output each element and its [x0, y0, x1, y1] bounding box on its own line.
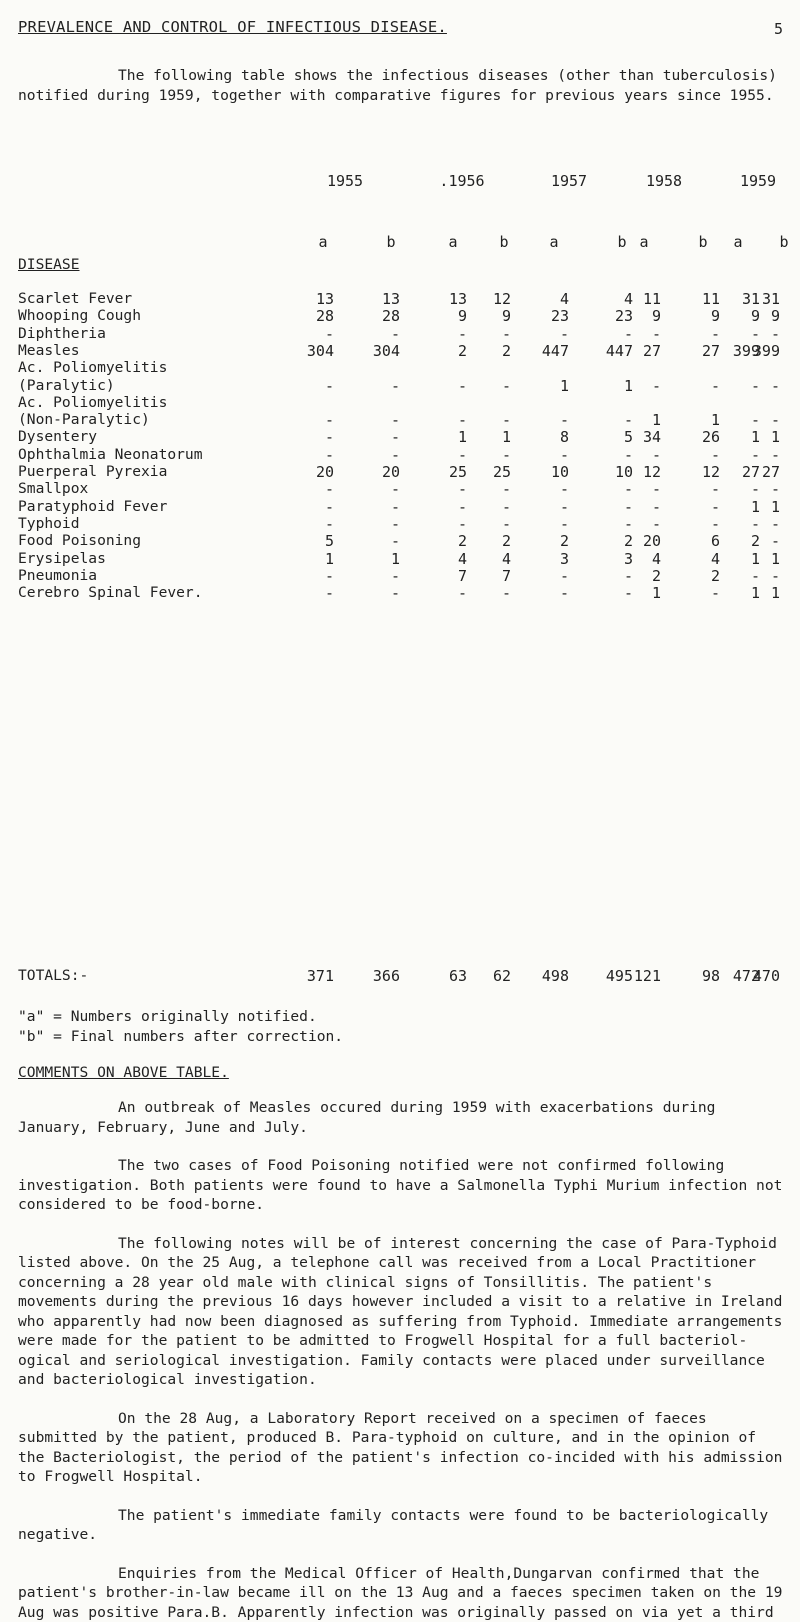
table-cell: -: [680, 515, 720, 533]
table-cell: 20: [294, 463, 334, 481]
table-cell: 5: [593, 428, 633, 446]
table-cell: -: [740, 480, 780, 498]
table-cell: -: [360, 532, 400, 550]
table-cell: -: [529, 515, 569, 533]
col-subheader: a: [443, 233, 463, 251]
table-cell: -: [680, 480, 720, 498]
table-cell: 1: [720, 550, 760, 568]
disease-name: Scarlet Fever: [18, 290, 132, 307]
disease-name: Ac. Poliomyelitis: [18, 359, 167, 376]
table-cell: 1: [740, 498, 780, 516]
total-cell: 98: [680, 967, 720, 985]
table-cell: -: [427, 411, 467, 429]
table-cell: -: [360, 515, 400, 533]
table-cell: -: [427, 446, 467, 464]
col-subheader: a: [544, 233, 564, 251]
table-cell: -: [593, 446, 633, 464]
disease-name: Smallpox: [18, 480, 88, 497]
total-cell: 470: [740, 967, 780, 985]
table-cell: 20: [360, 463, 400, 481]
table-cell: -: [294, 325, 334, 343]
table-cell: 2: [720, 532, 760, 550]
table-cell: -: [593, 411, 633, 429]
table-cell: 1: [680, 411, 720, 429]
disease-name: Cerebro Spinal Fever.: [18, 584, 203, 601]
table-cell: -: [360, 428, 400, 446]
table-cell: -: [621, 446, 661, 464]
intro-paragraph: [18, 66, 786, 105]
year-header: 1958: [632, 172, 696, 190]
comment-paragraph: Enquiries from the Medical Officer of Health,Dungarvan confirmed that the patient's brother-in-law became ill on the 13 Aug and a faeces specimen taken on the 19 Aug was positive Para.B. Apparently infection was originally passed on via yet a third: [18, 1564, 786, 1622]
table-cell: 1: [720, 584, 760, 602]
table-cell: 9: [427, 307, 467, 325]
table-cell: -: [360, 480, 400, 498]
table-cell: 23: [529, 307, 569, 325]
page-number: 5: [774, 20, 783, 38]
table-cell: 34: [621, 428, 661, 446]
table-cell: -: [720, 411, 760, 429]
table-cell: -: [360, 411, 400, 429]
table-cell: -: [740, 567, 780, 585]
table-cell: -: [593, 325, 633, 343]
table-cell: 27: [621, 342, 661, 360]
comments-section: [18, 1098, 786, 1622]
total-cell: 63: [427, 967, 467, 985]
table-cell: -: [529, 480, 569, 498]
table-cell: 13: [427, 290, 467, 308]
table-cell: 10: [593, 463, 633, 481]
comment-paragraph: The patient's immediate family contacts were found to be bacteriologically negative.: [18, 1506, 786, 1545]
table-cell: 9: [720, 307, 760, 325]
table-cell: 3: [593, 550, 633, 568]
table-cell: 4: [427, 550, 467, 568]
table-cell: -: [427, 498, 467, 516]
disease-name: Ac. Poliomyelitis: [18, 394, 167, 411]
table-cell: 447: [529, 342, 569, 360]
table-cell: 9: [740, 307, 780, 325]
table-cell: 5: [294, 532, 334, 550]
col-subheader: b: [612, 233, 632, 251]
table-cell: -: [740, 377, 780, 395]
year-header: .1956: [430, 172, 494, 190]
table-cell: 2: [680, 567, 720, 585]
table-cell: 1: [529, 377, 569, 395]
table-cell: -: [529, 411, 569, 429]
col-subheader: b: [381, 233, 401, 251]
table-cell: 28: [294, 307, 334, 325]
table-cell: -: [529, 446, 569, 464]
table-cell: -: [621, 515, 661, 533]
disease-name: Food Poisoning: [18, 532, 141, 549]
table-cell: 4: [471, 550, 511, 568]
table-cell: -: [680, 377, 720, 395]
table-cell: 1: [740, 428, 780, 446]
table-cell: -: [593, 584, 633, 602]
table-cell: 27: [720, 463, 760, 481]
table-cell: 8: [529, 428, 569, 446]
table-cell: 25: [427, 463, 467, 481]
table-cell: -: [471, 498, 511, 516]
table-cell: 11: [680, 290, 720, 308]
table-cell: 7: [471, 567, 511, 585]
table-cell: -: [294, 584, 334, 602]
table-cell: -: [471, 325, 511, 343]
table-cell: -: [720, 446, 760, 464]
disease-name: Typhoid: [18, 515, 80, 532]
table-cell: -: [294, 411, 334, 429]
table-cell: 27: [740, 463, 780, 481]
table-cell: -: [680, 325, 720, 343]
table-cell: 1: [427, 428, 467, 446]
table-cell: -: [621, 325, 661, 343]
table-cell: 1: [471, 428, 511, 446]
table-cell: 2: [529, 532, 569, 550]
table-cell: -: [529, 325, 569, 343]
table-cell: -: [621, 498, 661, 516]
table-cell: 1: [360, 550, 400, 568]
table-cell: -: [740, 515, 780, 533]
table-cell: 28: [360, 307, 400, 325]
table-cell: -: [720, 480, 760, 498]
table-cell: 2: [427, 342, 467, 360]
year-header: 1955: [313, 172, 377, 190]
table-cell: -: [720, 567, 760, 585]
table-cell: -: [471, 515, 511, 533]
table-cell: 2: [427, 532, 467, 550]
table-cell: -: [593, 515, 633, 533]
table-cell: -: [294, 515, 334, 533]
table-cell: -: [294, 428, 334, 446]
comment-paragraph: The following notes will be of interest concerning the case of Para-Typhoid listed above. On the 25 Aug, a telephone call was received from a Local Practitioner concerning a 28 year old male with clinical signs of Tonsillitis. The patient's movements during the previous 16 days however included a visit to a relative in Ireland who apparently had now been diagnosed as suffering from Typhoid. Immediate arrangements were made for the patient to be admitted to Frogwell Hospital for a full bacteriol-ogical and seriological investigation. Family contacts were placed under surveillance and bacteriological investigation.: [18, 1234, 786, 1390]
table-cell: -: [529, 584, 569, 602]
year-header: 1959: [726, 172, 790, 190]
table-cell: 1: [720, 428, 760, 446]
table-cell: -: [360, 584, 400, 602]
table-cell: -: [471, 377, 511, 395]
col-subheader: b: [693, 233, 713, 251]
total-cell: 121: [621, 967, 661, 985]
disease-name: Diphtheria: [18, 325, 106, 342]
table-cell: -: [621, 377, 661, 395]
table-cell: -: [680, 584, 720, 602]
total-cell: 498: [529, 967, 569, 985]
table-cell: -: [680, 446, 720, 464]
comment-paragraph: An outbreak of Measles occured during 1959 with exacerbations during January, February, June and July.: [18, 1098, 786, 1137]
table-cell: 12: [680, 463, 720, 481]
table-cell: -: [740, 446, 780, 464]
table-cell: -: [294, 480, 334, 498]
table-cell: -: [471, 480, 511, 498]
table-cell: 7: [427, 567, 467, 585]
table-cell: 12: [621, 463, 661, 481]
table-cell: 9: [680, 307, 720, 325]
table-cell: 1: [621, 411, 661, 429]
table-cell: 26: [680, 428, 720, 446]
table-cell: -: [471, 446, 511, 464]
table-cell: -: [720, 325, 760, 343]
table-cell: -: [593, 498, 633, 516]
table-cell: -: [621, 480, 661, 498]
note-a: "a" = Numbers originally notified.: [18, 1008, 317, 1025]
total-cell: 62: [471, 967, 511, 985]
table-cell: 10: [529, 463, 569, 481]
total-cell: 371: [294, 967, 334, 985]
table-cell: 13: [294, 290, 334, 308]
table-cell: -: [740, 532, 780, 550]
disease-name: Measles: [18, 342, 80, 359]
table-cell: 2: [471, 342, 511, 360]
table-cell: -: [593, 480, 633, 498]
col-subheader: b: [774, 233, 794, 251]
table-cell: -: [427, 377, 467, 395]
intro-text: The following table shows the infectious diseases (other than tuberculosis) notified during 1959, together with comparative figures for previous years since 1955.: [18, 67, 786, 104]
year-header: 1957: [537, 172, 601, 190]
table-cell: 1: [593, 377, 633, 395]
total-cell: 366: [360, 967, 400, 985]
table-cell: -: [593, 567, 633, 585]
table-cell: 2: [471, 532, 511, 550]
table-cell: 1: [621, 584, 661, 602]
total-cell: 472: [720, 967, 760, 985]
disease-name: Puerperal Pyrexia: [18, 463, 167, 480]
comment-paragraph: On the 28 Aug, a Laboratory Report received on a specimen of faeces submitted by the patient, produced B. Para-typhoid on culture, and in the opinion of the Bacteriologist, the period of the patient's infection co-incided with his admission to Frogwell Hospital.: [18, 1409, 786, 1487]
col-subheader: a: [728, 233, 748, 251]
table-cell: 4: [621, 550, 661, 568]
table-cell: 9: [471, 307, 511, 325]
table-cell: -: [360, 567, 400, 585]
table-cell: 304: [294, 342, 334, 360]
table-cell: -: [529, 567, 569, 585]
table-cell: 1: [740, 550, 780, 568]
table-cell: 6: [680, 532, 720, 550]
disease-name: (Non-Paralytic): [18, 411, 150, 428]
comments-heading: COMMENTS ON ABOVE TABLE.: [18, 1064, 229, 1081]
table-cell: 1: [740, 584, 780, 602]
table-cell: -: [294, 498, 334, 516]
table-cell: 4: [529, 290, 569, 308]
disease-name: (Paralytic): [18, 377, 115, 394]
table-cell: 2: [621, 567, 661, 585]
table-cell: -: [294, 567, 334, 585]
table-cell: 399: [720, 342, 760, 360]
table-cell: -: [360, 498, 400, 516]
table-cell: -: [680, 498, 720, 516]
table-cell: -: [360, 446, 400, 464]
table-cell: 4: [593, 290, 633, 308]
table-cell: 4: [680, 550, 720, 568]
table-cell: 2: [593, 532, 633, 550]
table-cell: 27: [680, 342, 720, 360]
table-cell: 23: [593, 307, 633, 325]
table-cell: -: [427, 325, 467, 343]
table-cell: 399: [740, 342, 780, 360]
table-cell: 31: [740, 290, 780, 308]
table-cell: -: [471, 584, 511, 602]
disease-name: Dysentery: [18, 428, 97, 445]
page-heading: PREVALENCE AND CONTROL OF INFECTIOUS DISEASE.: [18, 18, 447, 36]
totals-label: TOTALS:-: [18, 967, 88, 984]
table-cell: 12: [471, 290, 511, 308]
table-cell: -: [740, 325, 780, 343]
table-cell: 304: [360, 342, 400, 360]
table-cell: 9: [621, 307, 661, 325]
table-cell: -: [471, 411, 511, 429]
table-cell: -: [427, 480, 467, 498]
table-cell: -: [427, 515, 467, 533]
col-subheader: b: [494, 233, 514, 251]
table-cell: 13: [360, 290, 400, 308]
disease-name: Whooping Cough: [18, 307, 141, 324]
disease-name: Pneumonia: [18, 567, 97, 584]
comment-paragraph: The two cases of Food Poisoning notified were not confirmed following investigation. Both patients were found to have a Salmonella Typhi Murium infection not considered to be food-borne.: [18, 1156, 786, 1215]
table-cell: 31: [720, 290, 760, 308]
col-subheader: a: [313, 233, 333, 251]
table-cell: -: [294, 446, 334, 464]
table-cell: -: [720, 377, 760, 395]
disease-name: Paratyphoid Fever: [18, 498, 167, 515]
table-cell: -: [360, 377, 400, 395]
table-cell: -: [740, 411, 780, 429]
table-cell: -: [720, 515, 760, 533]
disease-header: DISEASE: [18, 256, 80, 273]
table-cell: 1: [294, 550, 334, 568]
table-cell: -: [360, 325, 400, 343]
note-b: "b" = Final numbers after correction.: [18, 1028, 343, 1045]
total-cell: 495: [593, 967, 633, 985]
table-cell: 25: [471, 463, 511, 481]
table-cell: -: [529, 498, 569, 516]
table-cell: -: [294, 377, 334, 395]
table-cell: 1: [720, 498, 760, 516]
table-cell: 11: [621, 290, 661, 308]
col-subheader: a: [634, 233, 654, 251]
disease-name: Erysipelas: [18, 550, 106, 567]
table-cell: 3: [529, 550, 569, 568]
disease-name: Ophthalmia Neonatorum: [18, 446, 203, 463]
table-cell: 20: [621, 532, 661, 550]
table-cell: -: [427, 584, 467, 602]
table-cell: 447: [593, 342, 633, 360]
